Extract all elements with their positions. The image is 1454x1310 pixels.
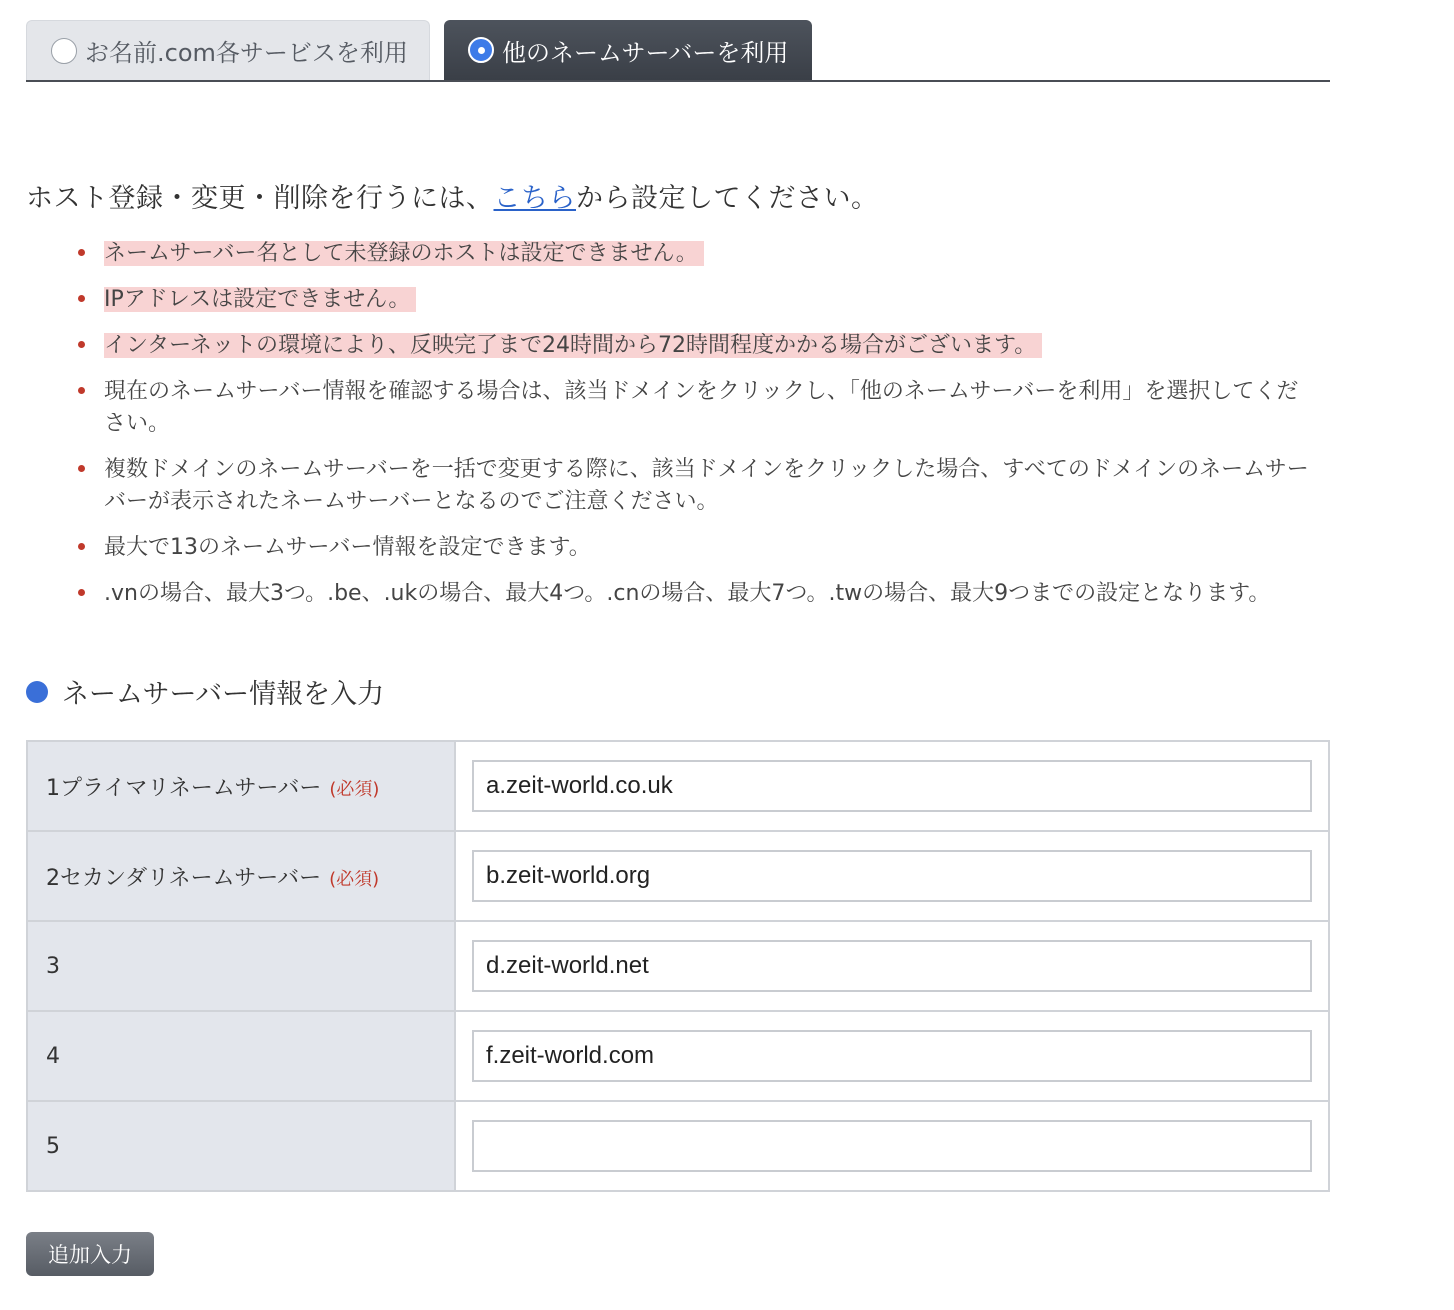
nameserver-label-cell [27,1011,455,1101]
nameserver-label: 2セカンダリネームサーバー [46,865,322,891]
host-settings-link[interactable]: こちら [493,183,576,214]
note-text-highlight: IPアドレスは設定できません。 [104,287,416,312]
note-item [78,578,1318,610]
nameserver-1-input[interactable] [472,760,1312,812]
table-row [27,1011,1329,1101]
table-row [27,1101,1329,1191]
nameserver-4-input[interactable] [472,1030,1312,1082]
table-row [27,741,1329,831]
nameserver-label-cell [27,921,455,1011]
add-input-button[interactable]: 追加入力 [26,1232,154,1276]
table-row [27,921,1329,1011]
note-text: 現在のネームサーバー情報を確認する場合は、該当ドメインをクリックし、「他のネームサーバーを利用」を選択してください。 [104,379,1299,436]
note-item [78,238,1318,270]
bullet-dot-icon [26,681,48,703]
note-item [78,532,1318,564]
note-text: 複数ドメインのネームサーバーを一括で変更する際に、該当ドメインをクリックした場合、すべてのドメインのネームサーバーが表示されたネームサーバーとなるのでご注意ください。 [104,457,1309,514]
note-text: .vnの場合、最大3つ。.be、.ukの場合、最大4つ。.cnの場合、最大7つ。.twの場合、最大9つまでの設定となります。 [104,581,1271,606]
note-text-highlight: インターネットの環境により、反映完了まで24時間から72時間程度かかる場合がございます。 [104,333,1042,358]
nameserver-3-input[interactable] [472,940,1312,992]
nameserver-label: 1プライマリネームサーバー [46,775,322,801]
nameserver-input-cell [455,921,1329,1011]
nameserver-5-input[interactable] [472,1120,1312,1172]
host-settings-intro [26,176,879,215]
tab-other-nameservers[interactable] [444,20,812,80]
nameserver-label: 5 [46,1133,60,1159]
nameserver-input-cell [455,831,1329,921]
nameserver-label-cell [27,831,455,921]
nameserver-label-cell [27,1101,455,1191]
required-badge: (必須) [329,868,380,890]
tab-onamae-services-label: お名前.com各サービスを利用 [85,39,408,67]
intro-suffix: から設定してください。 [576,183,879,214]
nameserver-label: 3 [46,953,60,979]
nameserver-input-cell [455,741,1329,831]
nameserver-2-input[interactable] [472,850,1312,902]
tab-other-nameservers-label: 他のネームサーバーを利用 [502,38,789,67]
intro-prefix: ホスト登録・変更・削除を行うには、 [26,183,494,214]
nameserver-table [26,740,1330,1192]
nameserver-label: 4 [46,1043,60,1069]
section-title: ネームサーバー情報を入力 [62,679,385,710]
nameserver-label-cell [27,741,455,831]
radio-selected-icon[interactable] [468,37,494,63]
notes-list [78,238,1318,624]
section-heading [26,672,384,711]
radio-unselected-icon[interactable] [51,38,77,64]
note-item [78,454,1318,518]
note-text-highlight: ネームサーバー名として未登録のホストは設定できません。 [104,241,704,266]
table-row [27,831,1329,921]
required-badge: (必須) [329,778,380,800]
note-item [78,330,1318,362]
tab-onamae-services[interactable] [26,20,430,80]
note-item [78,376,1318,440]
nameserver-input-cell [455,1011,1329,1101]
note-item [78,284,1318,316]
note-text: 最大で13のネームサーバー情報を設定できます。 [104,535,591,560]
nameserver-input-cell [455,1101,1329,1191]
nameserver-tabs [26,20,1330,82]
